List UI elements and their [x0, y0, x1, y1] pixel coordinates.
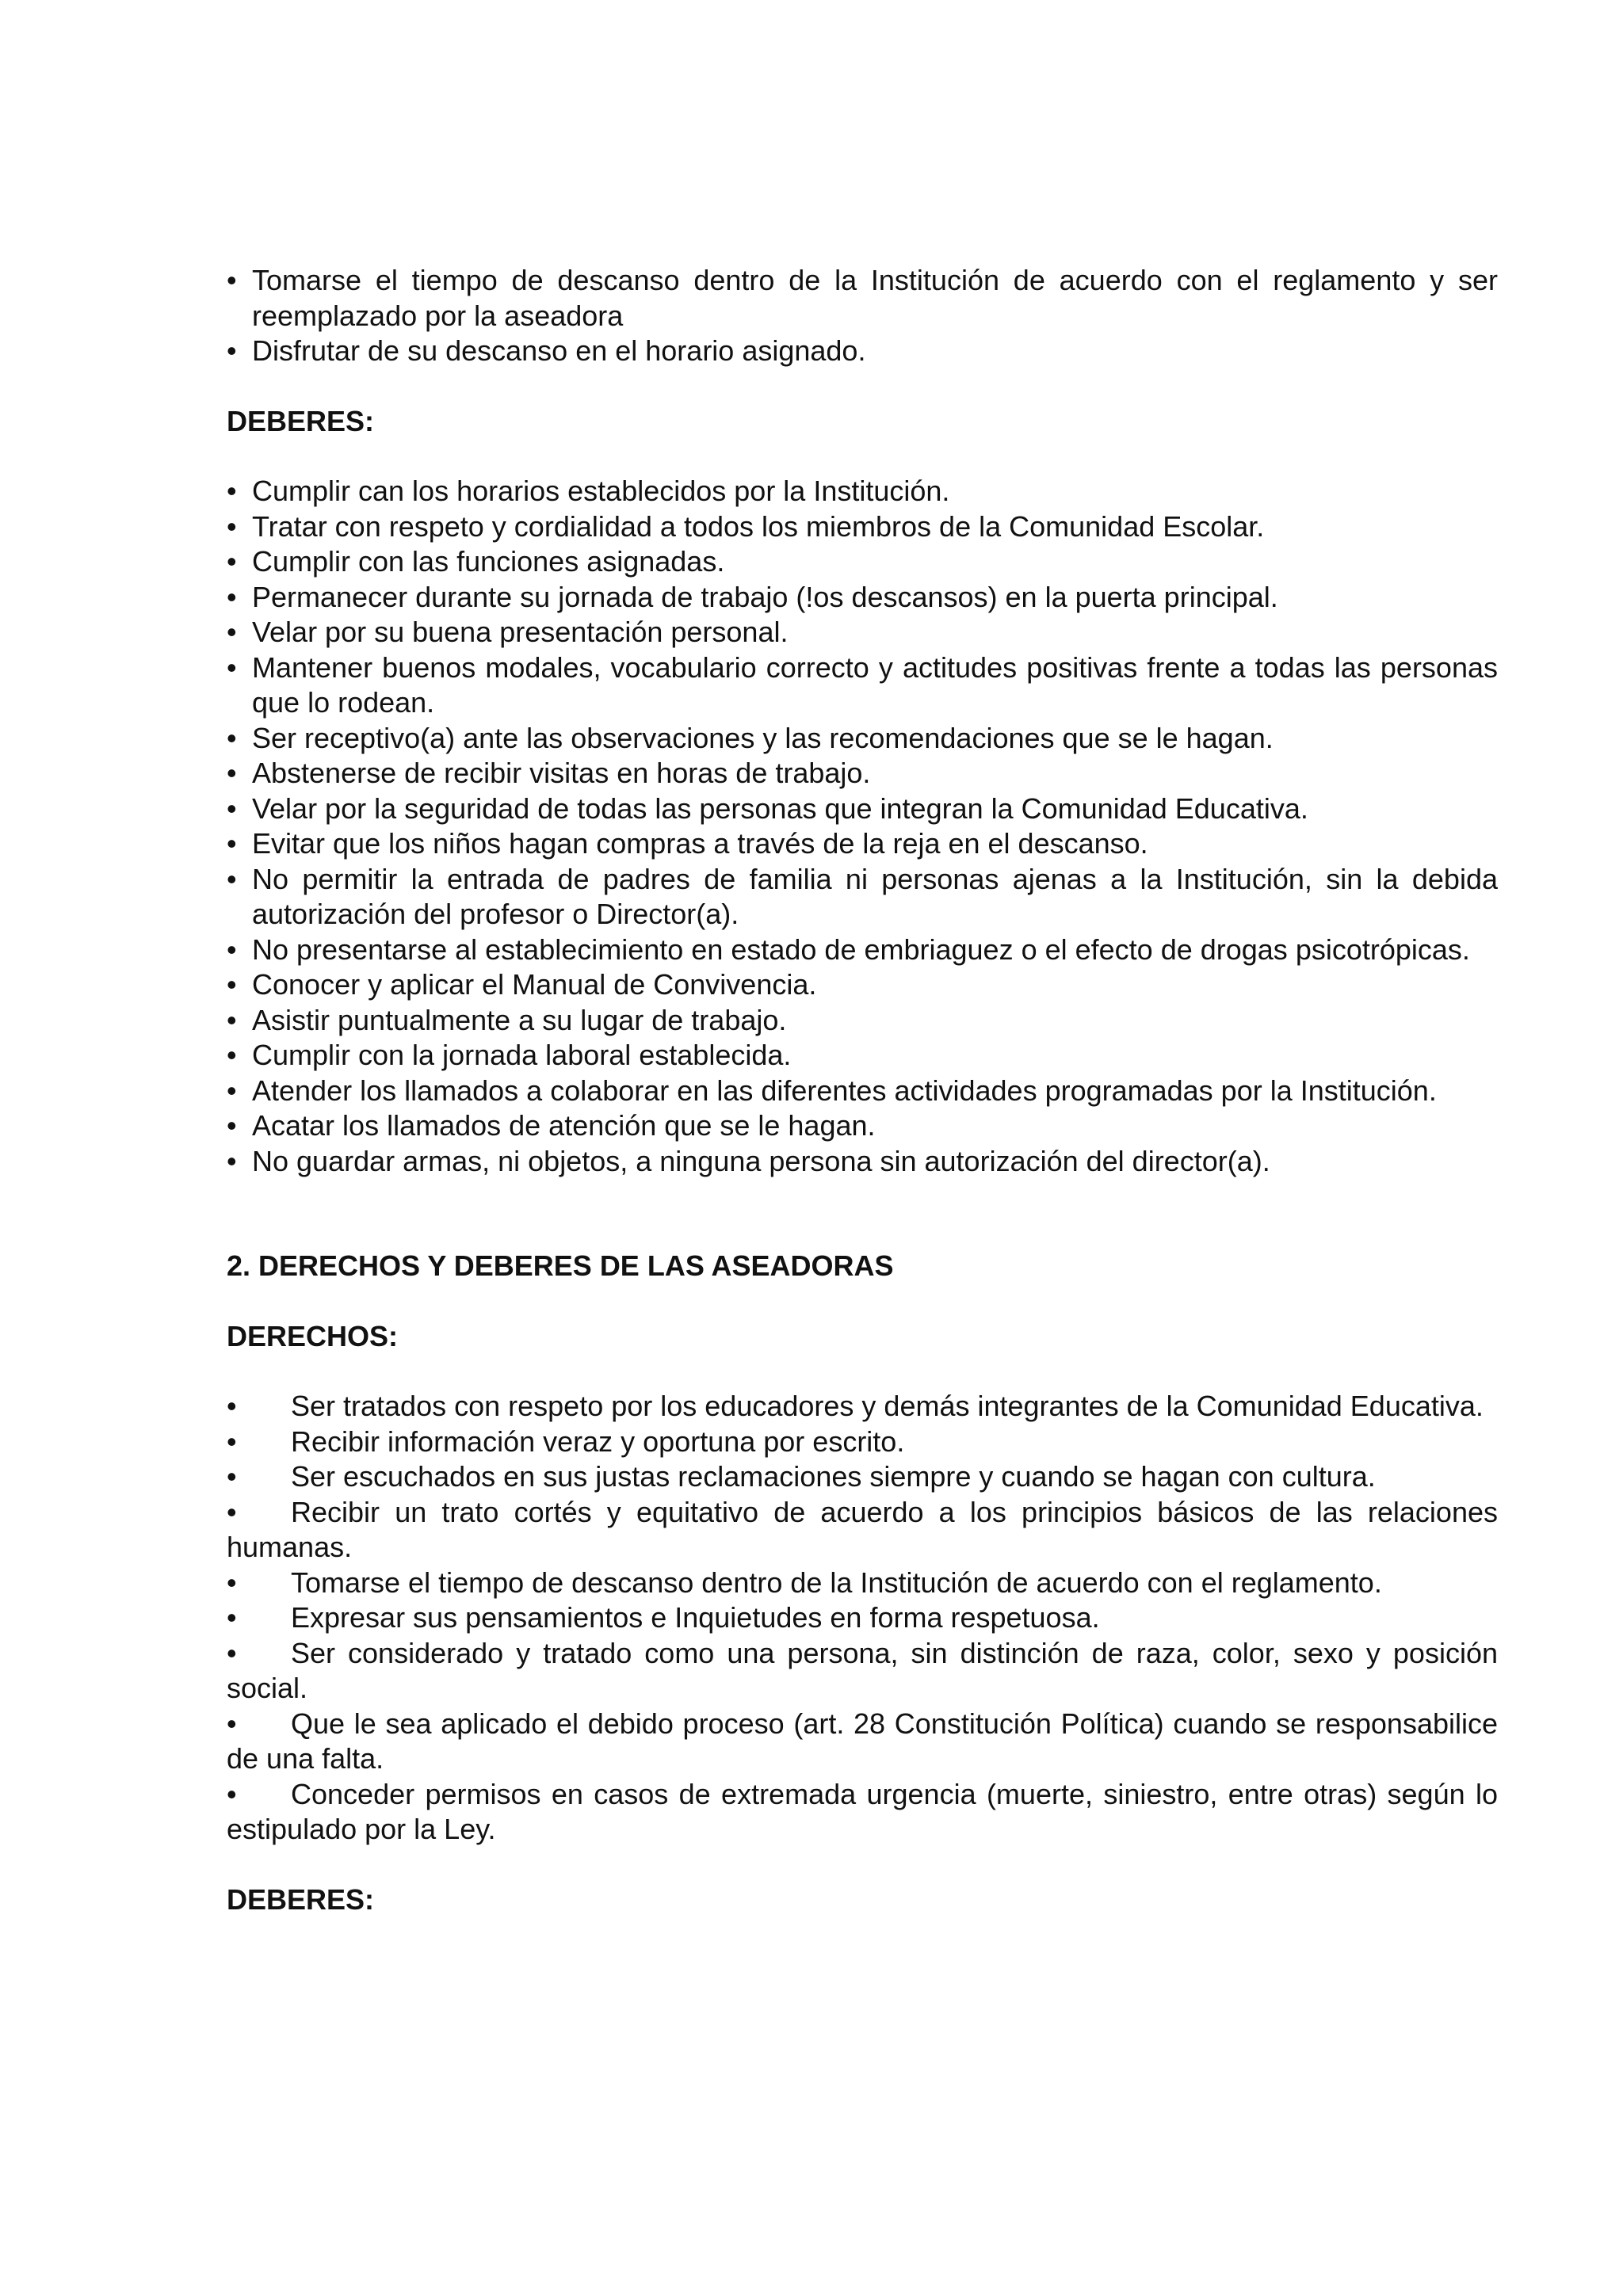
list-item: • Acatar los llamados de atención que se le hagan.: [227, 1108, 1498, 1144]
list-item: • Ser escuchados en sus justas reclamaciones siempre y cuando se hagan con cultura.: [227, 1459, 1498, 1495]
list-item: • No permitir la entrada de padres de familia ni personas ajenas a la Institución, sin la debida autorización del profesor o Director(a).: [227, 862, 1498, 933]
list-item: • Cumplir con la jornada laboral establecida.: [227, 1038, 1498, 1074]
list-item: • Permanecer durante su jornada de trabajo (!os descansos) en la puerta principal.: [227, 580, 1498, 616]
aseadoras-derechos-list: [227, 1389, 1498, 1848]
list-item: • No guardar armas, ni objetos, a ninguna persona sin autorización del director(a).: [227, 1144, 1498, 1180]
section-title: 2. DERECHOS Y DEBERES DE LAS ASEADORAS: [227, 1249, 894, 1282]
list-item: • Recibir información veraz y oportuna por escrito.: [227, 1425, 1498, 1460]
document-body: [227, 263, 1498, 1917]
list-item: • Ser considerado y tratado como una persona, sin distinción de raza, color, sexo y posición social.: [227, 1636, 1498, 1707]
list-item: • No presentarse al establecimiento en estado de embriaguez o el efecto de drogas psicotrópicas.: [227, 933, 1498, 968]
list-item: • Evitar que los niños hagan compras a través de la reja en el descanso.: [227, 826, 1498, 862]
list-item: • Tomarse el tiempo de descanso dentro de la Institución de acuerdo con el reglamento.: [227, 1566, 1498, 1601]
porteros-deberes-heading: DEBERES:: [227, 404, 375, 437]
list-item: • Ser receptivo(a) ante las observaciones y las recomendaciones que se le hagan.: [227, 721, 1498, 757]
list-item: • Conocer y aplicar el Manual de Convivencia.: [227, 967, 1498, 1003]
list-item: • Tratar con respeto y cordialidad a todos los miembros de la Comunidad Escolar.: [227, 509, 1498, 545]
list-item: • Conceder permisos en casos de extremada urgencia (muerte, siniestro, entre otras) según lo estipulado por la Ley.: [227, 1777, 1498, 1848]
list-item: • Velar por la seguridad de todas las personas que integran la Comunidad Educativa.: [227, 791, 1498, 827]
list-item: • Mantener buenos modales, vocabulario correcto y actitudes positivas frente a todas las personas que lo rodean.: [227, 650, 1498, 721]
list-item: • Cumplir con las funciones asignadas.: [227, 544, 1498, 580]
aseadoras-deberes-heading: DEBERES:: [227, 1882, 375, 1916]
list-item: • Ser tratados con respeto por los educadores y demás integrantes de la Comunidad Educativa.: [227, 1389, 1498, 1425]
porteros-derechos-list: [227, 263, 1498, 369]
aseadoras-derechos-heading: DERECHOS:: [227, 1319, 399, 1352]
list-item: • Atender los llamados a colaborar en las diferentes actividades programadas por la Institución.: [227, 1074, 1498, 1109]
list-item: • Disfrutar de su descanso en el horario asignado.: [227, 334, 1498, 369]
list-item: • Velar por su buena presentación personal.: [227, 615, 1498, 650]
list-item: • Cumplir can los horarios establecidos por la Institución.: [227, 474, 1498, 509]
list-item: • Tomarse el tiempo de descanso dentro de la Institución de acuerdo con el reglamento y ser reemplazado por la aseadora: [227, 263, 1498, 334]
porteros-deberes-list: [227, 474, 1498, 1179]
list-item: • Expresar sus pensamientos e Inquietudes en forma respetuosa.: [227, 1600, 1498, 1636]
list-item: • Que le sea aplicado el debido proceso (art. 28 Constitución Política) cuando se responsabilice de una falta.: [227, 1707, 1498, 1777]
list-item: • Asistir puntualmente a su lugar de trabajo.: [227, 1003, 1498, 1039]
list-item: • Recibir un trato cortés y equitativo de acuerdo a los principios básicos de las relaciones humanas.: [227, 1495, 1498, 1566]
list-item: • Abstenerse de recibir visitas en horas de trabajo.: [227, 756, 1498, 791]
